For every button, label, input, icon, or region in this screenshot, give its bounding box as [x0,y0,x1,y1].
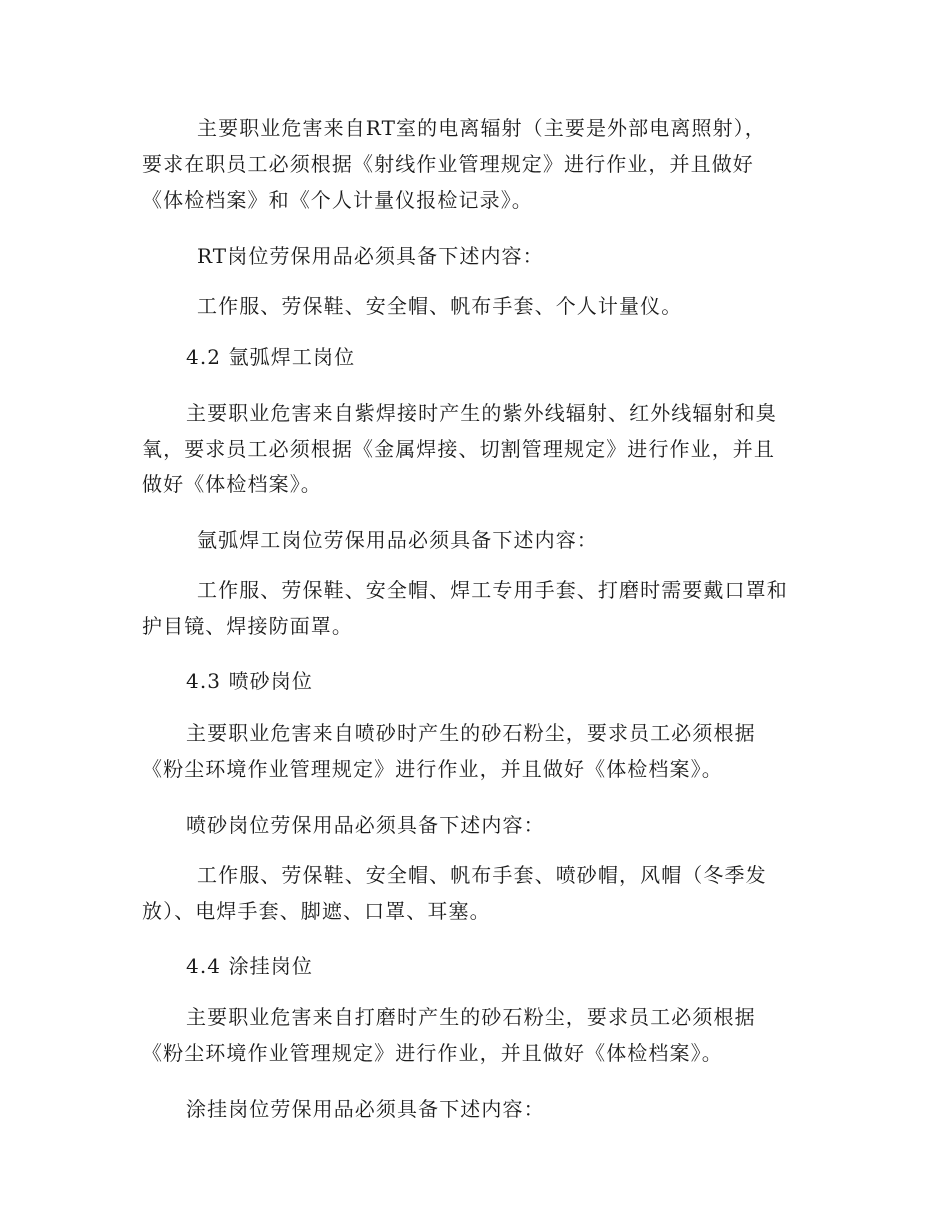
text-line: 做好《体检档案》。 [142,472,322,496]
section-heading: 4.2 氩弧焊工岗位 [186,345,356,369]
text-line: 氧，要求员工必须根据《金属焊接、切割管理规定》进行作业，并且 [142,437,775,461]
text-line: 氩弧焊工岗位劳保用品必须具备下述内容： [197,528,598,552]
text-line: 《体检档案》和《个人计量仪报检记录》。 [142,188,533,212]
text-line: 《粉尘环境作业管理规定》进行作业，并且做好《体检档案》。 [142,1041,723,1065]
section-heading: 4.4 涂挂岗位 [186,954,313,978]
text-line: 《粉尘环境作业管理规定》进行作业，并且做好《体检档案》。 [142,757,723,781]
text-line: 放）、电焊手套、脚遮、口罩、耳塞。 [142,899,491,923]
text-line: RT岗位劳保用品必须具备下述内容： [197,244,544,268]
text-line: 主要职业危害来自紫焊接时产生的紫外线辐射、红外线辐射和臭 [186,401,777,425]
text-line: 主要职业危害来自喷砂时产生的砂石粉尘，要求员工必须根据 [186,721,756,745]
text-line: 主要职业危害来自打磨时产生的砂石粉尘，要求员工必须根据 [186,1005,756,1029]
text-line: 工作服、劳保鞋、安全帽、焊工专用手套、打磨时需要戴口罩和 [197,578,788,602]
text-line: 工作服、劳保鞋、安全帽、帆布手套、喷砂帽，风帽（冬季发 [197,863,767,887]
text-line: 护目镜、焊接防面罩。 [142,614,353,638]
section-heading: 4.3 喷砂岗位 [186,669,313,693]
text-line: 喷砂岗位劳保用品必须具备下述内容： [186,813,545,837]
text-line: 主要职业危害来自RT室的电离辐射（主要是外部电离照射）， [197,116,766,140]
text-line: 涂挂岗位劳保用品必须具备下述内容： [186,1097,545,1121]
text-line: 工作服、劳保鞋、安全帽、帆布手套、个人计量仪。 [197,294,683,318]
text-line: 要求在职员工必须根据《射线作业管理规定》进行作业，并且做好 [142,152,754,176]
